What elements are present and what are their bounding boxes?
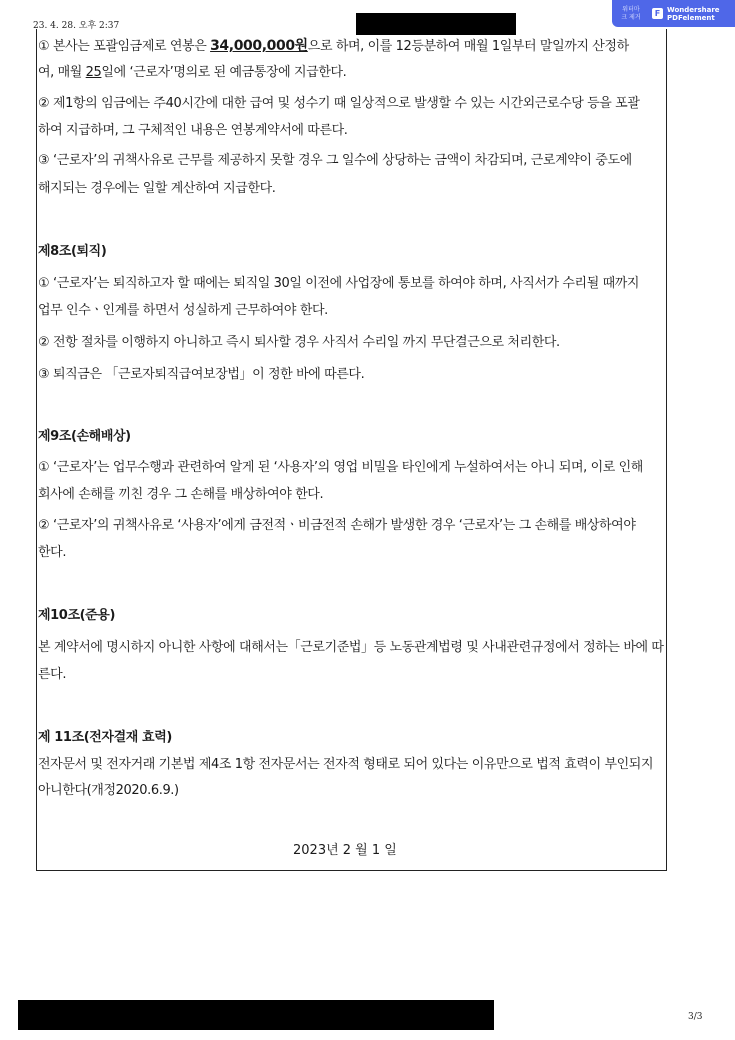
article7-para1-line1 [38, 37, 629, 56]
article10-heading: 제10조(준용) [38, 608, 116, 623]
article7-para3-line1: ③ ‘근로자’의 귀책사유로 근무를 제공하지 못할 경우 그 일수에 상당하는 금액이 차감되며, 근로계약이 중도에 [38, 153, 632, 168]
article11-heading: 제 11조(전자결재 효력) [38, 730, 172, 745]
pdfelement-product-name: Wondershare PDFelement [667, 5, 720, 22]
article8-para1-line1: ① ‘근로자’는 퇴직하고자 할 때에는 퇴직일 30일 이전에 사업장에 통보를 하여야 하며, 사직서가 수리될 때까지 [38, 276, 640, 291]
article9-para2-line2: 한다. [38, 545, 67, 560]
article7-para2-line2: 하여 지급하며, 그 구체적인 내용은 연봉계약서에 따른다. [38, 123, 348, 138]
article8-para3: ③ 퇴직금은 「근로자퇴직급여보장법」이 정한 바에 따른다. [38, 367, 365, 382]
article8-para1-line2: 업무 인수ㆍ인계를 하면서 성실하게 근무하여야 한다. [38, 303, 328, 318]
article9-heading: 제9조(손해배상) [38, 429, 131, 444]
text-run: 일에 ‘근로자’명의로 된 예금통장에 지급한다. [101, 65, 347, 80]
article9-para2-line1: ② ‘근로자’의 귀책사유로 ‘사용자’에게 금전적ㆍ비금전적 손해가 발생한 경우 ‘근로자’는 그 손해를 배상하여야 [38, 518, 636, 533]
remove-watermark-label[interactable]: 워터마 크 제거 [621, 5, 641, 21]
article11-line2: 아니한다(개정2020.6.9.) [38, 783, 179, 798]
annual-salary-amount: 34,000,000원 [210, 38, 308, 54]
article7-para1-line2 [38, 64, 346, 82]
article9-para1-line1: ① ‘근로자’는 업무수행과 관련하여 알게 된 ‘사용자’의 영업 비밀을 타인에게 누설하여서는 아니 되며, 이로 인해 [38, 460, 643, 475]
text-run: 여, 매월 [38, 65, 86, 80]
article8-heading: 제8조(퇴직) [38, 244, 107, 259]
article7-para3-line2: 해지되는 경우에는 일할 계산하여 지급한다. [38, 181, 276, 196]
article9-para1-line2: 회사에 손해를 끼친 경우 그 손해를 배상하여야 한다. [38, 487, 324, 502]
text-run: 으로 하며, 이를 12등분하여 매월 1일부터 말일까지 산정하 [307, 39, 629, 54]
article8-para2: ② 전항 절차를 이행하지 아니하고 즉시 퇴사할 경우 사직서 수리일 까지 무단결근으로 처리한다. [38, 335, 560, 350]
print-date: 23. 4. 28. 오후 2:37 [33, 21, 120, 31]
contract-signing-date: 2023년 2 월 1 일 [293, 843, 397, 858]
pdfelement-watermark-badge[interactable] [612, 0, 735, 27]
redaction-bar-bottom [18, 1000, 494, 1030]
text-run: ① 본사는 포괄임금제로 연봉은 [38, 39, 211, 54]
article7-para2-line1: ② 제1항의 임금에는 주40시간에 대한 급여 및 성수기 때 일상적으로 발생할 수 있는 시간외근로수당 등을 포괄 [38, 96, 640, 111]
pay-day: 25 [85, 65, 102, 80]
pdfelement-logo-icon: F [652, 8, 663, 19]
page-number: 3/3 [688, 1012, 703, 1022]
article10-line2: 른다. [38, 667, 67, 682]
article11-line1: 전자문서 및 전자거래 기본법 제4조 1항 전자문서는 전자적 형태로 되어 있다는 이유만으로 법적 효력이 부인되지 [38, 757, 654, 772]
article10-line1: 본 계약서에 명시하지 아니한 사항에 대해서는「근로기준법」등 노동관계법령 및 사내관련규정에서 정하는 바에 따 [38, 640, 664, 655]
